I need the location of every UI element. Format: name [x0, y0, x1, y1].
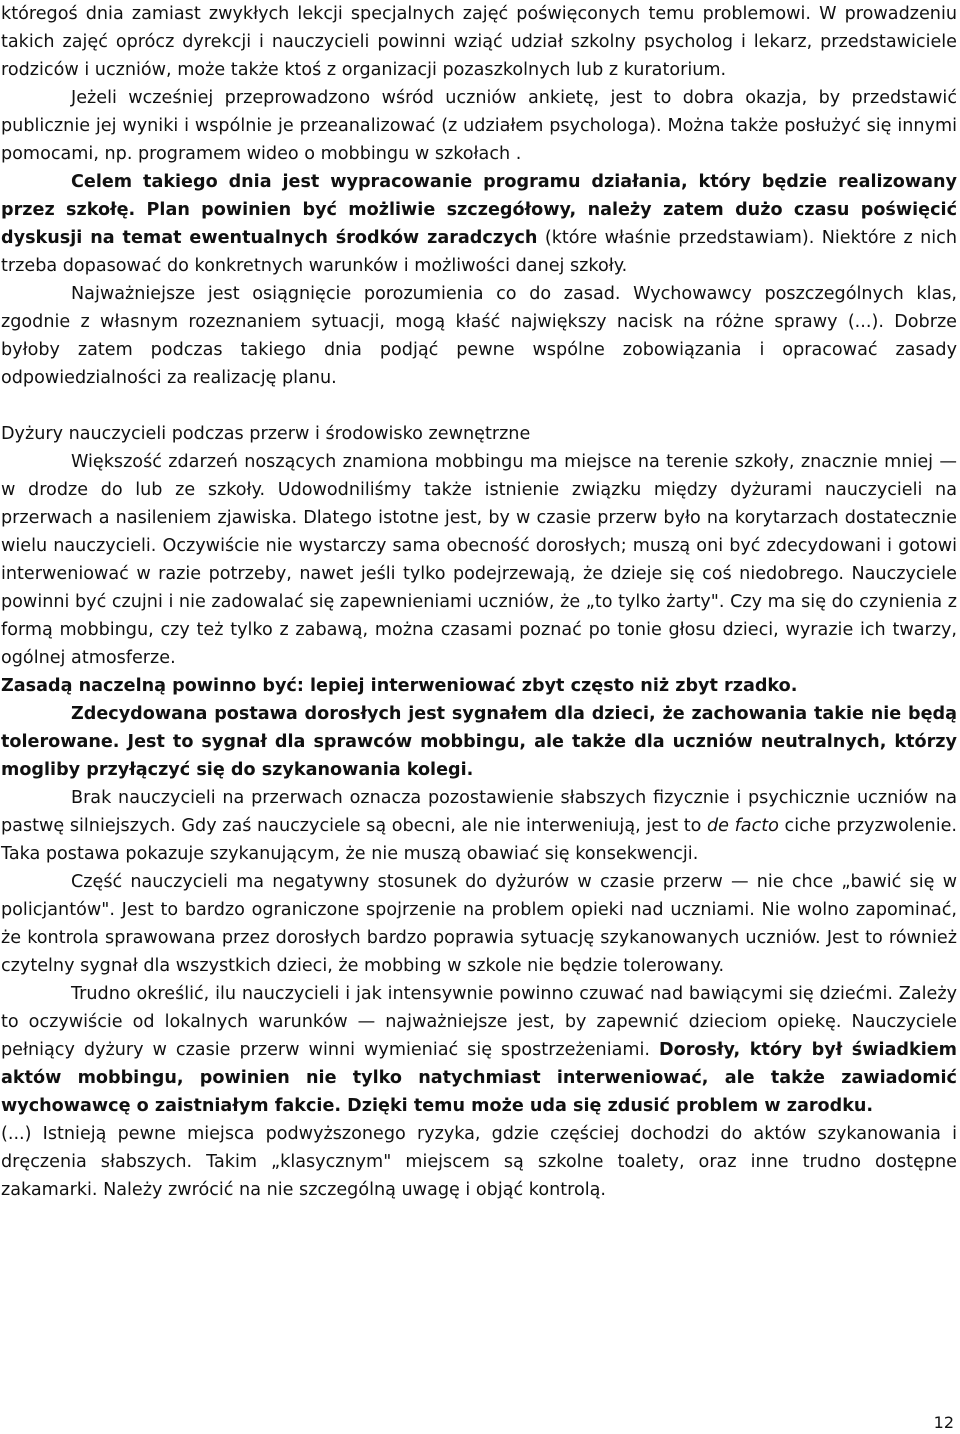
paragraph-11 [1, 1120, 957, 1204]
paragraph-10-bold: Dorosły, który był świadkiem aktów mobbingu, powinien nie tylko natychmiast interweniować, ale także zawiadomić wychowawcę o zaistniałym fakcie. Dzięki temu może uda się zdusić problem w zarodku. [1, 1040, 957, 1116]
paragraph-6 [1, 672, 957, 700]
paragraph-5 [1, 448, 957, 672]
paragraph-4-text: Najważniejsze jest osiągnięcie porozumienia co do zasad. Wychowawcy poszczególnych klas, zgodnie z własnym rozeznaniem sytuacji, mogą kłaść największy nacisk na różne sprawy (...). Dobrze byłoby zatem podczas takiego dnia podjąć pewne wspólne zobowiązania i opracować zasady odpowiedzialności za realizację planu. [1, 284, 957, 388]
paragraph-8-text-b: ciche przyzwolenie. Taka postawa pokazuje szykanującym, że nie muszą obawiać się konsekwencji. [1, 816, 957, 864]
paragraph-1-text: któregoś dnia zamiast zwykłych lekcji specjalnych zajęć poświęconych temu problemowi. W prowadzeniu takich zajęć oprócz dyrekcji i nauczycieli powinni wziąć udział szkolny psycholog i lekarz, przedstawiciele rodziców i uczniów, może także ktoś z organizacji pozaszkolnych lub z kuratorium. [1, 4, 957, 80]
section-heading-text: Dyżury nauczycieli podczas przerw i środowisko zewnętrzne [1, 424, 531, 444]
paragraph-7 [1, 700, 957, 784]
paragraph-10 [1, 980, 957, 1120]
paragraph-5-text: Większość zdarzeń noszących znamiona mobbingu ma miejsce na terenie szkoły, znacznie mniej — w drodze do lub ze szkoły. Udowodniliśmy także istnienie związku między dyżurami nauczycieli na przerwach a nasileniem zjawiska. Dlatego istotne jest, by w czasie przerw było na korytarzach dostatecznie wielu nauczycieli. Oczywiście nie wystarczy sama obecność dorosłych; muszą oni być zdecydowani i gotowi interweniować w razie potrzeby, nawet jeśli tylko podejrzewają, że dzieje się coś niedobrego. Nauczyciele powinni być czujni i nie zadowalać się zapewnieniami uczniów, że „to tylko żarty". Czy ma się do czynienia z formą mobbingu, czy też tylko z zabawą, można czasami poznać po tonie głosu dzieci, wyrazie ich twarzy, ogólnej atmosferze. [1, 452, 957, 668]
paragraph-4 [1, 280, 957, 392]
page-number: 12 [933, 1413, 954, 1432]
section-gap [1, 392, 957, 420]
paragraph-8 [1, 784, 957, 868]
paragraph-8-text-a: Brak nauczycieli na przerwach oznacza pozostawienie słabszych fizycznie i psychicznie uczniów na pastwę silniejszych. Gdy zaś nauczyciele są obecni, ale nie interweniują, jest to [1, 788, 957, 836]
paragraph-10-text: Trudno określić, ilu nauczycieli i jak intensywnie powinno czuwać nad bawiącymi się dziećmi. Zależy to oczywiście od lokalnych warunków — najważniejsze jest, by zapewnić dzieciom opiekę. Nauczyciele pełniący dyżury w czasie przerw winni wymieniać się spostrzeżeniami. [1, 984, 957, 1060]
paragraph-8-italic: de facto [707, 816, 779, 836]
paragraph-3-text: (które właśnie przedstawiam). Niektóre z nich trzeba dopasować do konkretnych warunków i możliwości danej szkoły. [1, 228, 958, 276]
paragraph-9 [1, 868, 957, 980]
paragraph-9-text: Część nauczycieli ma negatywny stosunek do dyżurów w czasie przerw — nie chce „bawić się w policjantów". Jest to bardzo ograniczone spojrzenie na problem opieki nad uczniami. Nie wolno zapominać, że kontrola sprawowana przez dorosłych bardzo poprawia sytuację szykanowanych uczniów. Jest to również czytelny sygnał dla wszystkich dzieci, że mobbing w szkole nie będzie tolerowany. [1, 872, 957, 976]
section-heading [1, 420, 957, 448]
paragraph-2 [1, 84, 957, 168]
paragraph-3-bold: Celem takiego dnia jest wypracowanie programu działania, który będzie realizowany przez szkołę. Plan powinien być możliwie szczegółowy, należy zatem dużo czasu poświęcić dyskusji na temat ewentualnych środków zaradczych [1, 172, 957, 248]
paragraph-11-text: (...) Istnieją pewne miejsca podwyższonego ryzyka, gdzie częściej dochodzi do aktów szykanowania i dręczenia słabszych. Takim „klasycznym" miejscem są szkolne toalety, oraz inne trudno dostępne zakamarki. Należy zwrócić na nie szczególną uwagę i objąć kontrolą. [1, 1124, 957, 1200]
paragraph-1 [1, 0, 957, 84]
paragraph-7-bold: Zdecydowana postawa dorosłych jest sygnałem dla dzieci, że zachowania takie nie będą tolerowane. Jest to sygnał dla sprawców mobbingu, ale także dla uczniów neutralnych, którzy mogliby przyłączyć się do szykanowania kolegi. [1, 704, 957, 780]
paragraph-3 [1, 168, 957, 280]
paragraph-2-text: Jeżeli wcześniej przeprowadzono wśród uczniów ankietę, jest to dobra okazja, by przedstawić publicznie jej wyniki i wspólnie je przeanalizować (z udziałem psychologa). Można także posłużyć się innymi pomocami, np. programem wideo o mobbingu w szkołach . [1, 88, 957, 164]
paragraph-6-bold: Zasadą naczelną powinno być: lepiej interweniować zbyt często niż zbyt rzadko. [1, 676, 798, 696]
